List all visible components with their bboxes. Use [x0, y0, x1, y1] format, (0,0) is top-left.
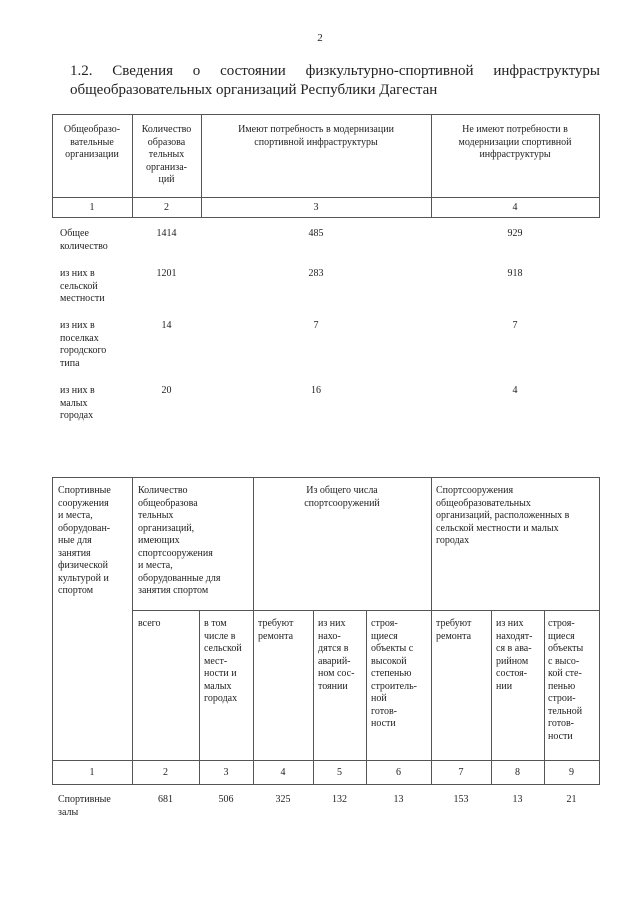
row-need: 7 [313, 320, 319, 331]
row-no-need: 4 [512, 385, 518, 396]
table2-vline [366, 610, 367, 785]
table2-col-number: 1 [89, 767, 95, 778]
heading-line-2: общеобразовательных организаций Республики Дагестан [70, 82, 438, 98]
table2-subheader-rural-need-repair: требуют ремонта [436, 618, 472, 642]
row-value: 153 [453, 794, 469, 805]
table2-subheader-rural-under-construction: строя- щиеся объекты с высо- кой сте- пенью строи- тельной готов- ности [548, 618, 584, 742]
table2-col-number: 3 [223, 767, 229, 778]
table1-header-organizations: Общеобразо- вательные организации [63, 124, 121, 160]
table2-header-organizations-count: Количество общеобразова тельных организаций, имеющих спортсооружения и места, оборудованные для занятия спортом [138, 485, 221, 596]
table2-subheader-rural-small-towns: в том числе в сельской мест- ности и малых городах [204, 618, 242, 704]
row-value: 21 [566, 794, 577, 805]
table2-subheader-rural-emergency: из них находят- ся в ава- рийном состоя- нии [496, 618, 533, 692]
section-heading [70, 62, 600, 100]
table2-vline [313, 610, 314, 785]
table2-col-number: 8 [515, 767, 520, 778]
row-value: 13 [393, 794, 404, 805]
table2-vline [253, 477, 254, 785]
row-total: 14 [161, 320, 172, 331]
table2-vline [431, 477, 432, 785]
table2-subheader-need-repair: требуют ремонта [258, 618, 294, 642]
row-value: 506 [218, 794, 234, 805]
row-label: из них в поселках городского типа [60, 320, 107, 369]
row-need: 283 [308, 268, 324, 279]
row-label: из них в малых городах [60, 385, 95, 421]
table2-vline [544, 610, 545, 785]
table2-border-header [52, 760, 600, 761]
row-label: Спортивные залы [58, 794, 111, 818]
row-value: 325 [275, 794, 291, 805]
table2-subheader-emergency: из них нахо- дятся в аварий- ном сос- тоянии [318, 618, 355, 692]
table2-col-number: 4 [280, 767, 286, 778]
row-no-need: 929 [507, 228, 523, 239]
table2-col-number: 6 [396, 767, 401, 778]
table2-vline [491, 610, 492, 785]
row-no-need: 918 [507, 268, 523, 279]
table1-col-number: 1 [89, 202, 95, 213]
table2-vline [199, 610, 200, 785]
table2-border-top [52, 477, 600, 478]
table2-subheader-total: всего [138, 618, 161, 629]
table2-header-of-total: Из общего числа спортсооружений [304, 485, 380, 509]
row-total: 20 [161, 385, 172, 396]
row-value: 681 [158, 794, 173, 805]
table2-vline [132, 477, 133, 785]
row-label: Общее количество [60, 228, 108, 252]
table2-vline [52, 477, 53, 785]
table1-vline [599, 114, 600, 217]
table1-col-number: 3 [313, 202, 319, 213]
heading-line-1: 1.2. Сведения о состоянии физкультурно-спортивной инфраструктуры [70, 63, 600, 79]
table2-border-numbers [52, 784, 600, 785]
table2-col-number: 9 [569, 767, 574, 778]
table1-border-header [52, 197, 600, 198]
page-number: 2 [317, 32, 323, 44]
row-need: 16 [311, 385, 321, 396]
table1-header-no-need: Не имеют потребности в модернизации спортивной инфраструктуры [458, 124, 572, 160]
row-total: 1414 [156, 228, 177, 239]
table1-border-numbers [52, 217, 600, 218]
table1-header-count: Количество образова тельных организа- ций [141, 124, 192, 185]
row-value: 132 [332, 794, 347, 805]
table2-subheader-under-construction: строя- щиеся объекты с высокой степенью строитель- ной готов- ности [371, 618, 417, 729]
table2-col-number: 5 [337, 767, 342, 778]
row-value: 13 [512, 794, 523, 805]
row-need: 485 [308, 228, 324, 239]
table2-header-facilities: Спортивные сооружения и места, оборудован- ные для занятия физической культурой и спортом [58, 485, 111, 596]
table2-header-rural: Спортсооружения общеобразовательных организаций, расположенных в сельской местности и малых городах [436, 485, 570, 546]
table1-border-top [52, 114, 600, 115]
table1-col-number: 2 [164, 202, 169, 213]
table2-col-number: 2 [163, 767, 168, 778]
row-no-need: 7 [512, 320, 518, 331]
table1-col-number: 4 [512, 202, 518, 213]
table2-col-number: 7 [458, 767, 464, 778]
row-label: из них в сельской местности [60, 268, 105, 304]
row-total: 1201 [156, 268, 177, 279]
table1-header-need: Имеют потребность в модернизации спортивной инфраструктуры [238, 124, 394, 148]
